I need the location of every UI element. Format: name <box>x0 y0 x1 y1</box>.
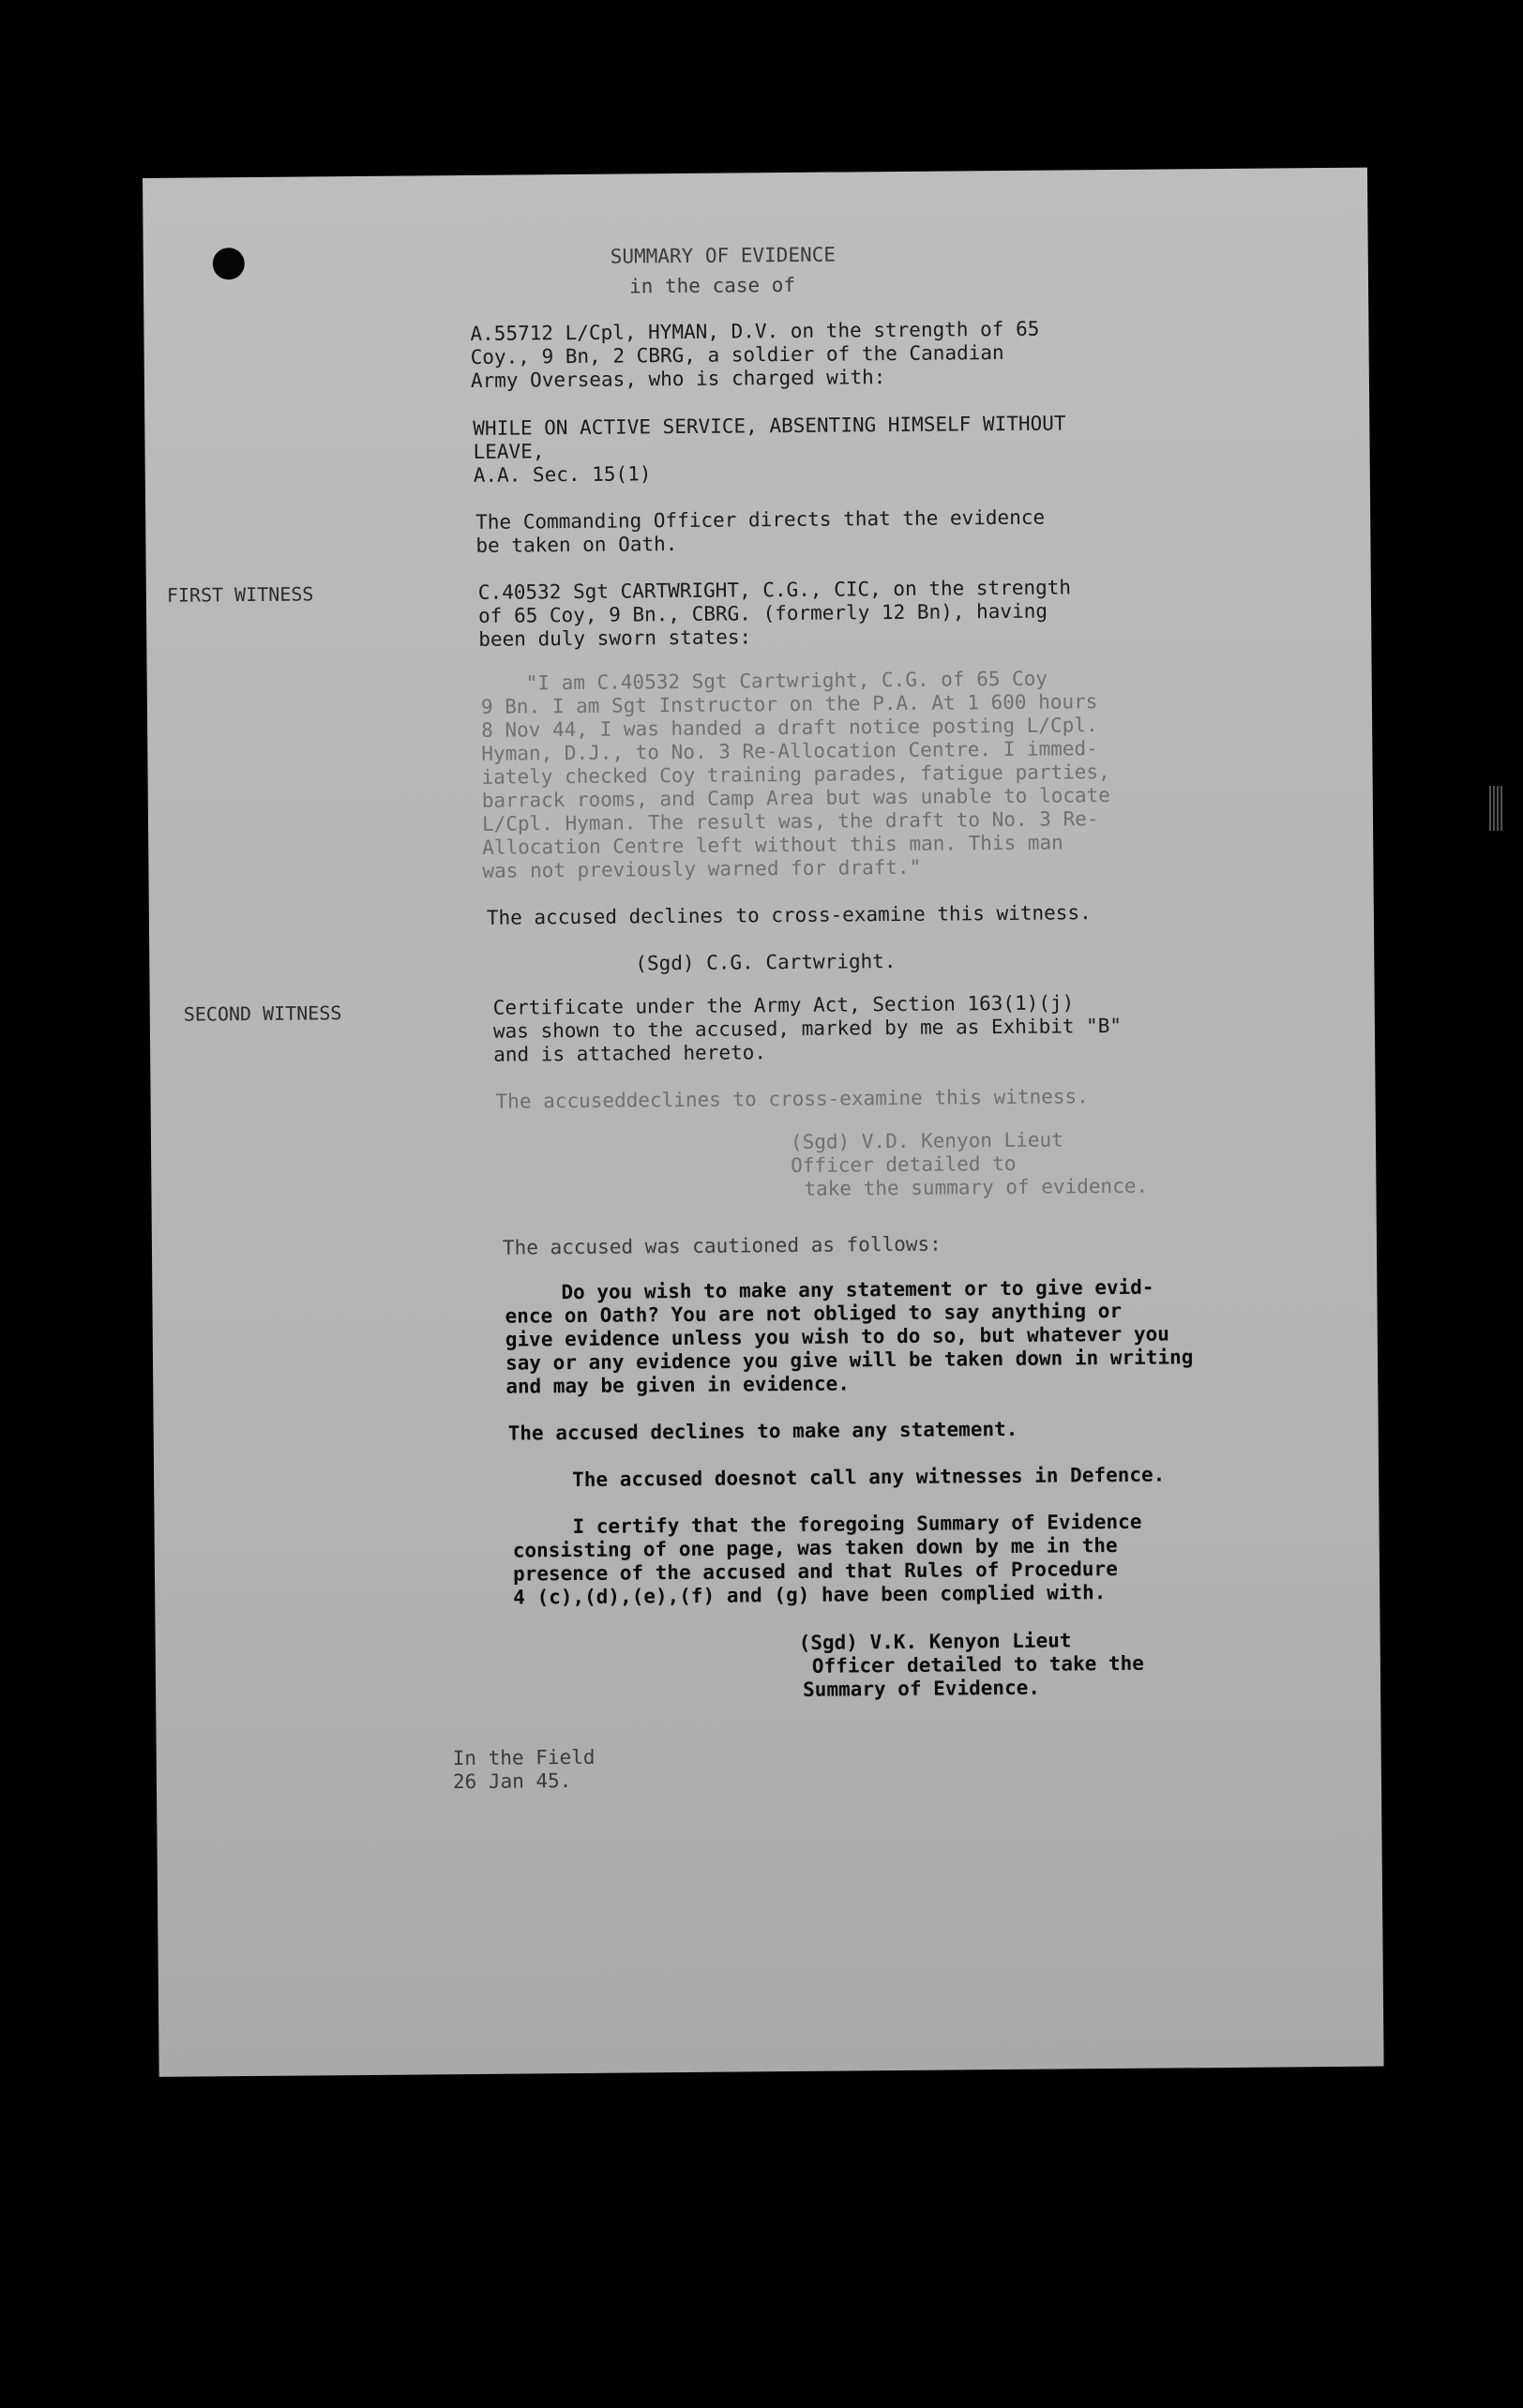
certificate-line-4: 4 (c),(d),(e),(f) and (g) have been complied with. <box>513 1581 1107 1609</box>
charge-line-1: WHILE ON ACTIVE SERVICE, ABSENTING HIMSELF WITHOUT <box>473 412 1066 440</box>
certificate-line-2: consisting of one page, was taken down by me in the <box>512 1533 1118 1562</box>
caution-heading: The accused was cautioned as follows: <box>502 1232 942 1259</box>
place-line: In the Field <box>452 1745 596 1770</box>
final-signature-2: Officer detailed to take the <box>811 1651 1144 1678</box>
charge-line-3: A.A. Sec. 15(1) <box>473 462 652 487</box>
statement-line-2: 9 Bn. I am Sgt Instructor on the P.A. At 1 600 hours <box>480 690 1098 718</box>
second-witness-signature-3: take the summary of evidence. <box>804 1174 1149 1200</box>
second-witness-signature-2: Officer detailed to <box>791 1151 1017 1178</box>
caution-line-4: say or any evidence you give will be taken down in writing <box>505 1346 1194 1375</box>
second-witness-line-3: and is attached hereto. <box>493 1041 767 1066</box>
second-witness-line-1: Certificate under the Army Act, Section 163(1)(j) <box>492 991 1075 1019</box>
certificate-line-3: presence of the accused and that Rules of Procedure <box>512 1557 1118 1586</box>
second-witness-cross-exam: The accuseddeclines to cross-examine this witness. <box>495 1085 1089 1113</box>
second-witness-signature-1: (Sgd) V.D. Kenyon Lieut <box>790 1128 1063 1154</box>
no-defence-witnesses: The accused doesnot call any witnesses in Defence. <box>572 1463 1166 1492</box>
charge-line-2: LEAVE, <box>473 440 545 463</box>
statement-line-6: barrack rooms, and Camp Area but was unable to locate <box>481 784 1110 812</box>
statement-line-9: was not previously warned for draft." <box>482 855 922 882</box>
caution-line-2: ence on Oath? You are not obliged to say anything or <box>505 1299 1123 1328</box>
final-signature-3: Summary of Evidence. <box>802 1676 1041 1701</box>
accused-line-2: Coy., 9 Bn, 2 CBRG, a soldier of the Canadian <box>470 340 1004 369</box>
caution-line-1: Do you wish to make any statement or to give evid- <box>561 1275 1154 1304</box>
caution-line-5: and may be given in evidence. <box>505 1372 851 1398</box>
statement-line-5: iately checked Coy training parades, fatigue parties, <box>481 760 1110 789</box>
statement-line-8: Allocation Centre left without this man. This man <box>482 831 1063 859</box>
co-direction-line-2: be taken on Oath. <box>475 533 678 557</box>
second-witness-label: SECOND WITNESS <box>183 1001 342 1026</box>
first-witness-intro-2: of 65 Coy, 9 Bn., CBRG. (formerly 12 Bn), having <box>477 599 1048 627</box>
first-witness-cross-exam: The accused declines to cross-examine this witness. <box>486 901 1092 929</box>
first-witness-signature: (Sgd) C.G. Cartwright. <box>635 950 897 975</box>
document-page <box>143 168 1384 2077</box>
document-title: SUMMARY OF EVIDENCE <box>610 243 837 268</box>
date-line: 26 Jan 45. <box>452 1769 572 1794</box>
scan-artifact <box>1489 786 1502 831</box>
co-direction-line-1: The Commanding Officer directs that the evidence <box>475 505 1046 534</box>
first-witness-label: FIRST WITNESS <box>166 582 314 607</box>
accused-line-1: A.55712 L/Cpl, HYMAN, D.V. on the strength of 65 <box>470 317 1040 345</box>
statement-line-4: Hyman, D.J., to No. 3 Re-Allocation Centre. I immed- <box>481 737 1098 765</box>
statement-line-3: 8 Nov 44, I was handed a draft notice posting L/Cpl. <box>481 714 1098 742</box>
certificate-line-1: I certify that the foregoing Summary of Evidence <box>572 1510 1142 1539</box>
statement-line-7: L/Cpl. Hyman. The result was, the draft to No. 3 Re- <box>481 807 1099 835</box>
final-signature-1: (Sgd) V.K. Kenyon Lieut <box>798 1629 1072 1654</box>
second-witness-line-2: was shown to the accused, marked by me as Exhibit "B" <box>492 1014 1123 1043</box>
accused-line-3: Army Overseas, who is charged with: <box>470 366 886 392</box>
document-subtitle: in the case of <box>628 273 796 298</box>
statement-line-1: "I am C.40532 Sgt Cartwright, C.G. of 65 Coy <box>525 667 1048 695</box>
declines-statement: The accused declines to make any statement. <box>507 1417 1018 1445</box>
first-witness-intro-1: C.40532 Sgt CARTWRIGHT, C.G., CIC, on the strength <box>477 576 1072 604</box>
caution-line-3: give evidence unless you wish to do so, but whatever you <box>505 1322 1169 1351</box>
punch-hole <box>213 248 245 279</box>
first-witness-intro-3: been duly sworn states: <box>478 625 752 651</box>
